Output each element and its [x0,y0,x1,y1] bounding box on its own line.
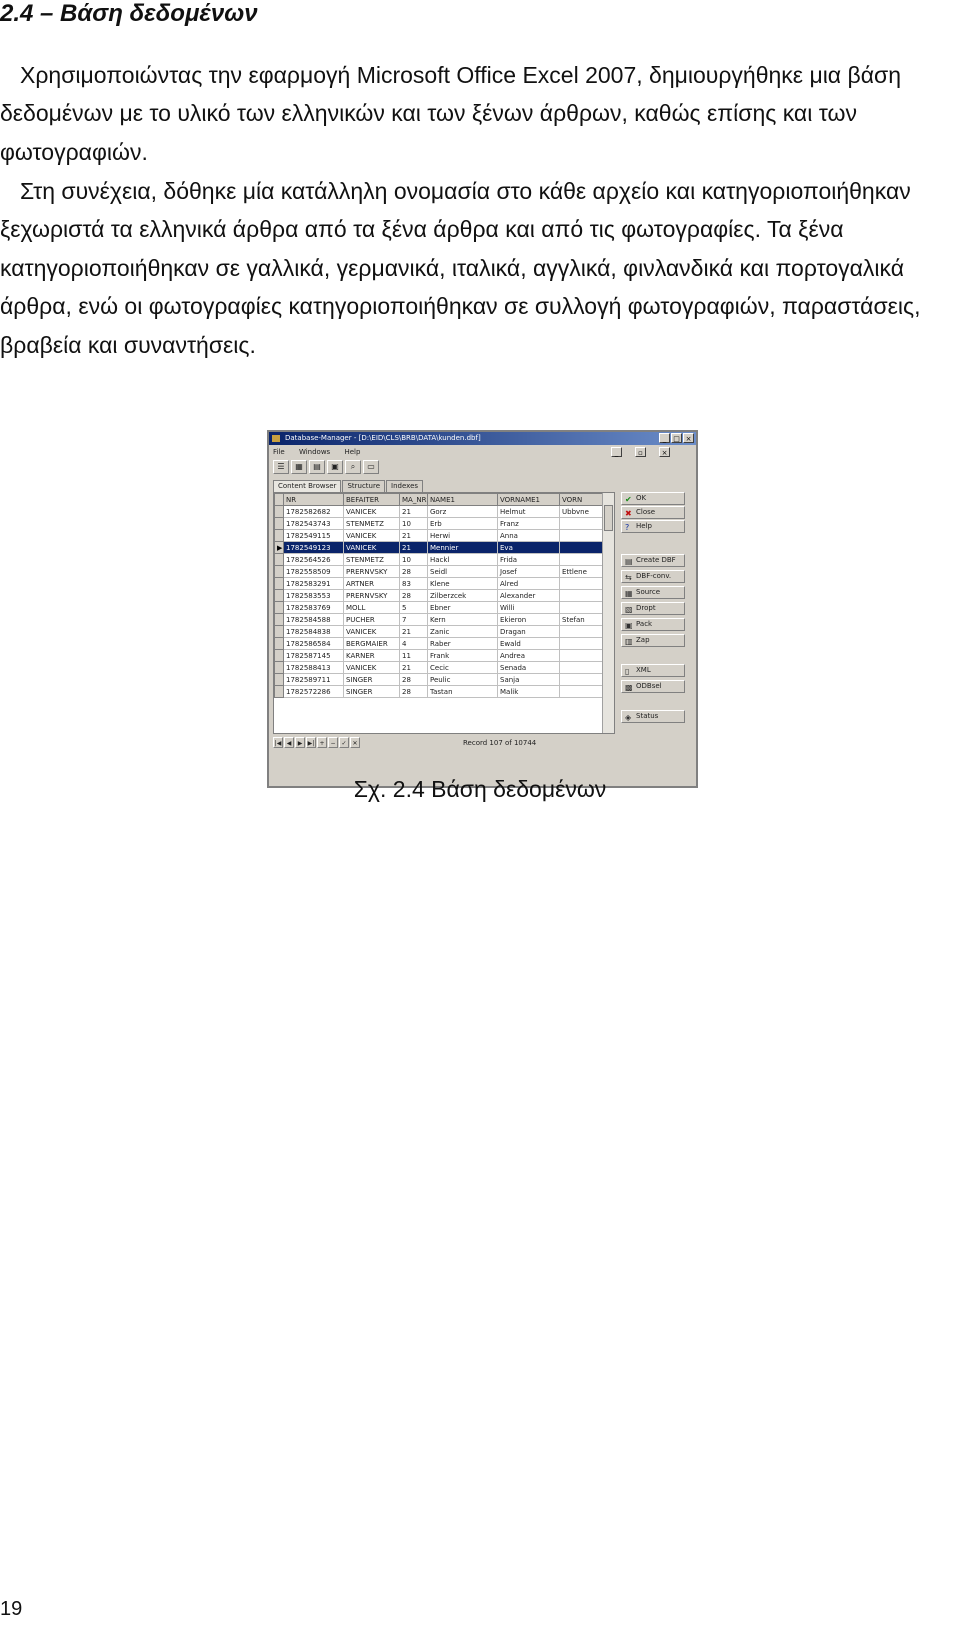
table-cell[interactable]: 10 [400,518,428,530]
table-cell[interactable]: 21 [400,530,428,542]
table-cell[interactable]: KARNER [344,650,400,662]
table-cell[interactable]: 1782586584 [284,638,344,650]
table-cell[interactable]: 21 [400,626,428,638]
minimize-button[interactable]: _ [659,433,670,443]
table-cell[interactable] [560,518,603,530]
side-button-icon: ▤ [625,557,633,566]
table-cell[interactable]: Tastan [428,686,498,698]
table-cell[interactable]: Cecic [428,662,498,674]
table-cell[interactable]: SINGER [344,686,400,698]
side-button-icon: ✖ [625,509,632,518]
table-cell[interactable]: ARTNER [344,578,400,590]
column-header[interactable]: VORNAME1 [498,494,560,506]
side-button[interactable] [621,492,685,505]
table-cell[interactable]: SINGER [344,674,400,686]
table-row[interactable] [275,566,603,578]
side-button[interactable] [621,618,685,631]
table-cell[interactable]: VANICEK [344,530,400,542]
table-cell[interactable]: Eva [498,542,560,554]
side-button[interactable] [621,634,685,647]
table-cell[interactable]: 1782583769 [284,602,344,614]
table-cell[interactable] [560,686,603,698]
row-indicator[interactable] [275,506,284,518]
first-record-icon[interactable]: |◀ [273,737,283,748]
table-cell[interactable]: 7 [400,614,428,626]
table-cell[interactable] [560,578,603,590]
table-cell[interactable]: 1782564526 [284,554,344,566]
row-indicator[interactable] [275,578,284,590]
table-row[interactable] [275,686,603,698]
table-cell[interactable]: 28 [400,674,428,686]
table-cell[interactable]: Seidl [428,566,498,578]
tab-indexes[interactable]: Indexes [386,480,423,492]
table-cell[interactable]: BERGMAIER [344,638,400,650]
table-cell[interactable]: Franz [498,518,560,530]
side-button[interactable] [621,664,685,677]
menu-windows[interactable]: Windows [298,448,331,456]
row-indicator[interactable]: ▶ [275,542,284,554]
table-row[interactable] [275,650,603,662]
side-button[interactable] [621,520,685,533]
table-cell[interactable] [560,542,603,554]
side-button-label: OK [636,494,647,502]
table-cell[interactable]: 1782584588 [284,614,344,626]
side-button-icon: ◈ [625,713,632,722]
table-row[interactable] [275,638,603,650]
grid-header-row [275,494,603,506]
row-indicator[interactable] [275,554,284,566]
column-header[interactable]: MA_NR [400,494,428,506]
table-cell[interactable]: VANICEK [344,626,400,638]
app-icon [272,435,280,442]
table-cell[interactable]: Ewald [498,638,560,650]
table-cell[interactable]: Senada [498,662,560,674]
close-window-button[interactable]: × [683,433,694,443]
side-button-label: Create DBF [636,556,676,564]
side-button-label: DBF-conv. [636,572,672,580]
table-cell[interactable] [560,674,603,686]
side-button-icon: ▯ [625,667,630,676]
side-button[interactable] [621,680,685,693]
table-icon[interactable]: ▤ [309,460,325,474]
table-cell[interactable]: Herwi [428,530,498,542]
table-cell[interactable]: Ubbvne [560,506,603,518]
figure-caption: Σχ. 2.4 Βάση δεδομένων [353,776,607,802]
child-restore-button[interactable]: ▫ [635,447,646,457]
save-icon[interactable]: ▣ [327,460,343,474]
maximize-button[interactable]: □ [671,433,682,443]
record-navigator [273,736,613,750]
row-indicator[interactable] [275,626,284,638]
table-cell[interactable]: 1782583553 [284,590,344,602]
table-cell[interactable]: Josef [498,566,560,578]
table-cell[interactable]: Peulic [428,674,498,686]
table-cell[interactable]: 11 [400,650,428,662]
table-row[interactable] [275,578,603,590]
table-cell[interactable]: 21 [400,542,428,554]
table-cell[interactable]: Helmut [498,506,560,518]
side-button[interactable] [621,710,685,723]
side-button[interactable] [621,506,685,519]
side-button-icon: ▧ [625,605,633,614]
side-button-label: Pack [636,620,653,628]
table-cell[interactable]: 5 [400,602,428,614]
page-number: 19 [0,1598,23,1620]
vertical-scrollbar[interactable] [602,493,614,733]
scroll-thumb[interactable] [604,505,613,531]
table-cell[interactable] [560,650,603,662]
table-cell[interactable]: 1782558509 [284,566,344,578]
table-cell[interactable]: PRERNVSKY [344,590,400,602]
search-icon[interactable]: ⌕ [345,460,361,474]
table-cell[interactable]: VANICEK [344,506,400,518]
table-cell[interactable]: Alexander [498,590,560,602]
table-cell[interactable]: Zilberzcek [428,590,498,602]
table-cell[interactable]: Frank [428,650,498,662]
paragraph-categorization: Στη συνέχεια, δόθηκε μία κατάλληλη ονομασία στο κάθε αρχείο και κατηγοριοποιήθηκαν ξεχωριστά τα ελληνικά άρθρα από τα ξένα άρθρα και από τις φωτογραφίες. Τα ξένα κατηγοριοποιήθηκαν σε γαλλικά, γερμανικά, ιταλικά, αγγλικά, φινλανδικά και πορτογαλικά άρθρα, ενώ οι φωτογραφίες κατηγοριοποιήθηκαν σε συλλογή φωτογραφιών, παραστάσεις, βραβεία και συναντήσεις. [0,178,921,358]
table-cell[interactable]: 1782588413 [284,662,344,674]
table-cell[interactable]: 1782543743 [284,518,344,530]
row-indicator[interactable] [275,638,284,650]
menu-bar [269,446,696,458]
table-cell[interactable]: 21 [400,662,428,674]
table-cell[interactable]: 21 [400,506,428,518]
table-cell[interactable]: 1782587145 [284,650,344,662]
table-cell[interactable]: Raber [428,638,498,650]
table-cell[interactable]: Ebner [428,602,498,614]
row-indicator[interactable] [275,590,284,602]
table-cell[interactable]: 10 [400,554,428,566]
table-cell[interactable]: Alred [498,578,560,590]
add-record-icon[interactable]: + [317,737,327,748]
side-button-label: Dropt [636,604,656,612]
table-row[interactable] [275,542,603,554]
table-row[interactable] [275,530,603,542]
table-row[interactable] [275,518,603,530]
table-cell[interactable] [560,530,603,542]
table-cell[interactable]: MOLL [344,602,400,614]
column-header[interactable]: NR [284,494,344,506]
row-indicator[interactable] [275,566,284,578]
table-cell[interactable]: Frida [498,554,560,566]
table-cell[interactable] [560,662,603,674]
side-button-label: Zap [636,636,650,644]
child-close-button[interactable]: × [659,447,670,457]
table-cell[interactable]: Malik [498,686,560,698]
tab-strip [273,480,424,492]
side-button-label: Source [636,588,661,596]
table-cell[interactable]: 1782549115 [284,530,344,542]
table-cell[interactable]: 1782584838 [284,626,344,638]
table-cell[interactable] [560,590,603,602]
table-cell[interactable]: Ettlene [560,566,603,578]
table-cell[interactable]: Anna [498,530,560,542]
tab-structure[interactable]: Structure [342,480,385,492]
table-row[interactable] [275,554,603,566]
table-cell[interactable]: Andrea [498,650,560,662]
table-row[interactable] [275,662,603,674]
prev-record-icon[interactable]: ◀ [284,737,294,748]
side-button-label: XML [636,666,651,674]
table-cell[interactable]: Erb [428,518,498,530]
header-indicator [275,494,284,506]
table-cell[interactable]: Gorz [428,506,498,518]
table-cell[interactable]: VANICEK [344,542,400,554]
table-row[interactable] [275,506,603,518]
window-titlebar [269,432,696,445]
database-manager-screenshot [267,430,698,788]
table-row[interactable] [275,674,603,686]
table-cell[interactable]: Stefan [560,614,603,626]
table-cell[interactable]: 4 [400,638,428,650]
table-cell[interactable]: Willi [498,602,560,614]
table-cell[interactable] [560,602,603,614]
table-cell[interactable]: Zanic [428,626,498,638]
table-cell[interactable]: 28 [400,566,428,578]
row-indicator[interactable] [275,614,284,626]
side-button-icon: ▦ [625,589,633,598]
print-icon[interactable]: ▭ [363,460,379,474]
table-cell[interactable]: PRERNVSKY [344,566,400,578]
table-cell[interactable]: VANICEK [344,662,400,674]
table-cell[interactable]: 28 [400,686,428,698]
side-button-icon: ▩ [625,683,633,692]
row-indicator[interactable] [275,650,284,662]
window-title: Database-Manager - [D:\EID\CLS\BRB\DATA\kunden.dbf] [285,434,481,442]
table-cell[interactable]: 28 [400,590,428,602]
row-indicator[interactable] [275,686,284,698]
toolbar [273,460,381,476]
table-cell[interactable]: 1782589711 [284,674,344,686]
table-row[interactable] [275,590,603,602]
delete-record-icon[interactable]: − [328,737,338,748]
table-cell[interactable]: 1782572286 [284,686,344,698]
last-record-icon[interactable]: ▶| [306,737,316,748]
column-header[interactable]: BEFAITER [344,494,400,506]
side-button-icon: ✔ [625,495,632,504]
side-button[interactable] [621,586,685,599]
table-cell[interactable]: 1782582682 [284,506,344,518]
row-indicator[interactable] [275,662,284,674]
table-row[interactable] [275,614,603,626]
side-button[interactable] [621,554,685,567]
confirm-record-icon[interactable]: ✓ [339,737,349,748]
table-cell[interactable]: Dragan [498,626,560,638]
table-cell[interactable]: 1782549123 [284,542,344,554]
row-indicator[interactable] [275,518,284,530]
side-button-icon: ⇆ [625,573,632,582]
data-grid [273,492,615,734]
side-button[interactable] [621,602,685,615]
column-header[interactable]: VORN [560,494,603,506]
table-cell[interactable]: 1782583291 [284,578,344,590]
table-row[interactable] [275,602,603,614]
section-heading: 2.4 – Βάση δεδομένων [0,0,258,27]
table-cell[interactable]: STENMETZ [344,554,400,566]
child-minimize-button[interactable]: _ [611,447,622,457]
side-button[interactable] [621,570,685,583]
menu-help[interactable]: Help [344,448,361,456]
next-record-icon[interactable]: ▶ [295,737,305,748]
side-button-label: ODBsel [636,682,662,690]
table-cell[interactable]: Kern [428,614,498,626]
column-header[interactable]: NAME1 [428,494,498,506]
table-cell[interactable]: Ekieron [498,614,560,626]
table-cell[interactable] [560,626,603,638]
table-cell[interactable]: Mennier [428,542,498,554]
table-cell[interactable]: Klene [428,578,498,590]
side-button-label: Help [636,522,652,530]
side-button-label: Status [636,712,659,720]
record-info: Record 107 of 10744 [463,739,537,747]
tab-content-browser[interactable]: Content Browser [273,480,341,492]
list-view-icon[interactable]: ☰ [273,460,289,474]
row-indicator[interactable] [275,530,284,542]
grid-view-icon[interactable]: ▦ [291,460,307,474]
side-button-icon: ? [625,523,630,532]
row-indicator[interactable] [275,674,284,686]
table-cell[interactable]: Hackl [428,554,498,566]
side-button-label: Close [636,508,656,516]
table-row[interactable] [275,626,603,638]
table-cell[interactable]: STENMETZ [344,518,400,530]
table-cell[interactable] [560,638,603,650]
paragraph-intro: Χρησιμοποιώντας την εφαρμογή Microsoft Office Excel 2007, δημιουργήθηκε μια βάση δεδομένων με το υλικό των ελληνικών και των ξένων άρθρων, καθώς επίσης και των φωτογραφιών. [0,62,902,165]
side-button-icon: ▣ [625,621,633,630]
table-cell[interactable] [560,554,603,566]
table-cell[interactable]: PUCHER [344,614,400,626]
cancel-record-icon[interactable]: ✕ [350,737,360,748]
row-indicator[interactable] [275,602,284,614]
table-cell[interactable]: Sanja [498,674,560,686]
menu-file[interactable]: File [273,448,285,456]
side-button-icon: ▥ [625,637,633,646]
table-cell[interactable]: 83 [400,578,428,590]
